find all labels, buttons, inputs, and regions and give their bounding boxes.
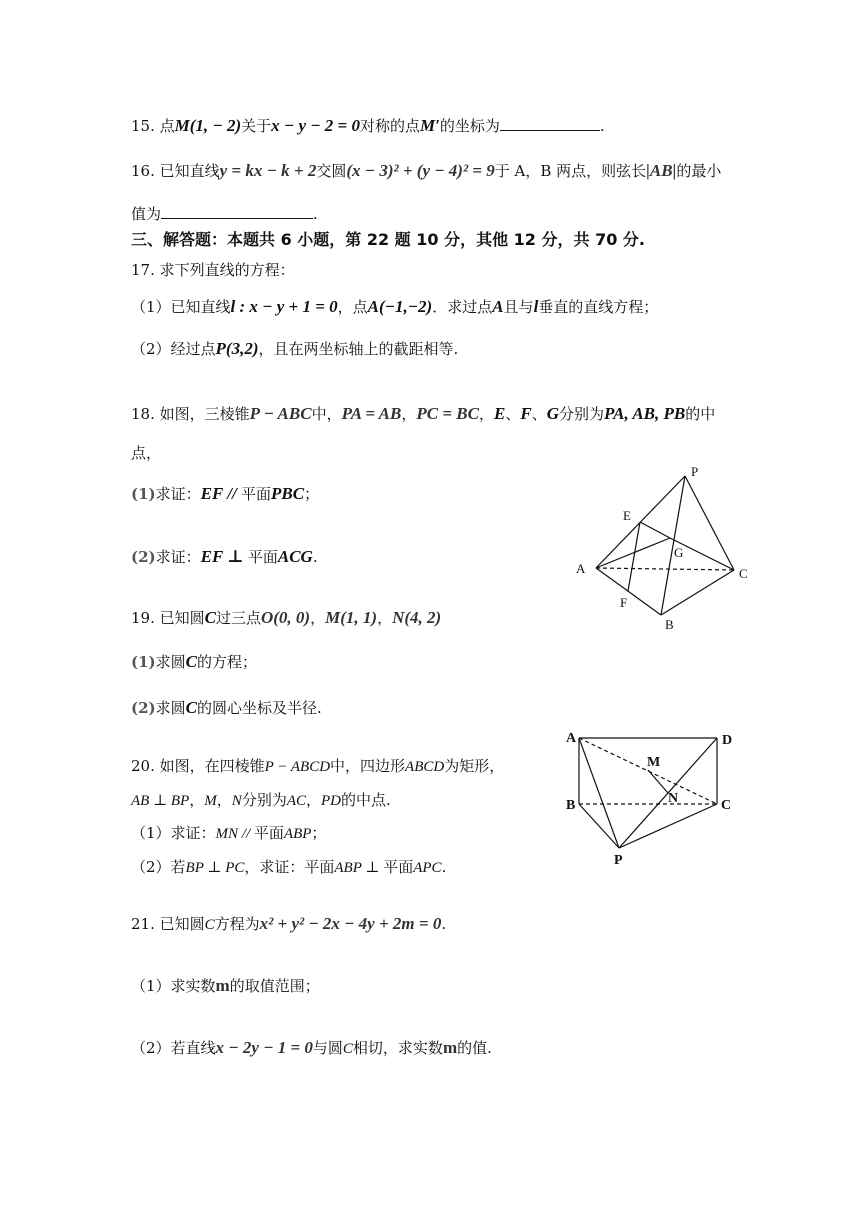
q20-fig-label-m: M bbox=[647, 755, 661, 770]
q21-text: 的值. bbox=[457, 1039, 492, 1057]
q17-text: 且与 bbox=[503, 298, 534, 316]
q17-part2 bbox=[131, 338, 458, 360]
q18-text: ， bbox=[478, 405, 494, 423]
q20-text: ， bbox=[216, 791, 232, 809]
q17-var: l bbox=[533, 297, 539, 316]
q20-math: BP ⊥ PC bbox=[185, 860, 245, 876]
q17-var: A bbox=[492, 297, 504, 316]
q18-text: 的中 bbox=[685, 405, 716, 423]
q20-math: AB ⊥ BP bbox=[131, 793, 190, 809]
q18-text: 平面 bbox=[240, 485, 271, 503]
q21-line-eq: x − 2y − 1 = 0 bbox=[215, 1038, 313, 1057]
q21-text: （2）若直线 bbox=[131, 1039, 216, 1057]
q19-text: 过三点 bbox=[215, 609, 261, 627]
q21-text: （1）求实数 bbox=[131, 977, 216, 995]
q18-plane: ACG bbox=[277, 547, 313, 566]
q19-text: 19. 已知圆 bbox=[131, 609, 205, 627]
q21-text: 与圆 bbox=[312, 1039, 343, 1057]
q18-part1 bbox=[131, 483, 319, 505]
q19-stem bbox=[131, 607, 441, 629]
q20-pyramid: P − ABCD bbox=[264, 759, 331, 775]
q20-part2 bbox=[131, 856, 446, 879]
q15-point: M(1, − 2) bbox=[174, 116, 242, 135]
q17-part1 bbox=[131, 296, 658, 318]
q20-fig-label-b: B bbox=[566, 798, 576, 813]
q20-text: . bbox=[441, 858, 447, 876]
q21-stem bbox=[131, 913, 446, 936]
q18-var: G bbox=[546, 404, 559, 423]
section-title: 三、解答题：本题共 6 小题，第 22 题 10 分，其他 12 分，共 70 分. bbox=[131, 230, 645, 249]
q19-var: C bbox=[185, 652, 197, 671]
q21-text: 21. 已知圆 bbox=[131, 915, 205, 933]
q20-text: ， bbox=[189, 791, 205, 809]
q20-text: 的中点. bbox=[341, 791, 391, 809]
q18-var: E bbox=[493, 404, 506, 423]
q18-pyramid: P − ABC bbox=[249, 404, 312, 423]
q18-text: 求证： bbox=[155, 548, 201, 566]
q18-pyramid-figure bbox=[560, 458, 760, 638]
q20-text: 20. 如图，在四棱锥 bbox=[131, 757, 265, 775]
q16-line bbox=[131, 160, 721, 182]
q20-fig-label-a: A bbox=[566, 731, 577, 746]
q19-part2 bbox=[131, 697, 322, 719]
q18-eq: PC = BC bbox=[416, 404, 479, 423]
q16-text: 于 A，B 两点，则弦长 bbox=[494, 162, 647, 180]
q20-rect: ABCD bbox=[405, 759, 445, 775]
q16-text: 值为 bbox=[131, 205, 162, 223]
q20-var: N bbox=[231, 793, 242, 809]
q21-var: C bbox=[342, 1041, 353, 1057]
q18-text: 平面 bbox=[247, 548, 278, 566]
q20-part1 bbox=[131, 822, 326, 845]
q15-text: 对称的点 bbox=[359, 117, 420, 135]
q15-text: 的坐标为 bbox=[439, 117, 500, 135]
q19-text: 求圆 bbox=[155, 653, 186, 671]
q20-plane: ABP bbox=[334, 860, 362, 876]
q20-math: MN // bbox=[215, 826, 254, 842]
q17-text: ．求过点 bbox=[432, 298, 493, 316]
q18-text: . bbox=[312, 548, 318, 566]
q21-text: 的取值范围； bbox=[229, 977, 320, 995]
q19-text: ， bbox=[377, 609, 393, 627]
q19-var: C bbox=[204, 608, 216, 627]
q18-text: 18. 如图，三棱锥 bbox=[131, 405, 250, 423]
q18-fig-label-g: G bbox=[674, 545, 684, 560]
q20-line2 bbox=[131, 789, 391, 812]
q20-text: ， bbox=[306, 791, 322, 809]
q21-part2 bbox=[131, 1037, 492, 1060]
q15-point-prime: M′ bbox=[420, 116, 440, 135]
q20-stem bbox=[131, 755, 504, 778]
q17-text: ，点 bbox=[337, 298, 368, 316]
q20-var: M bbox=[204, 793, 217, 809]
q18-fig-label-p: P bbox=[691, 464, 699, 479]
q18-fig-label-f: F bbox=[620, 595, 628, 610]
q16-period: . bbox=[313, 205, 318, 223]
q20-text: ，求证：平面 bbox=[244, 858, 335, 876]
q20-pyramid-figure bbox=[562, 726, 742, 868]
q21-text: . bbox=[441, 915, 447, 933]
q19-text: 的圆心坐标及半径. bbox=[197, 699, 322, 717]
q17-point-a: A(−1,−2) bbox=[367, 297, 433, 316]
q18-text: 求证： bbox=[155, 485, 201, 503]
q20-plane: APC bbox=[413, 860, 442, 876]
q18-fig-label-e: E bbox=[623, 508, 631, 523]
q20-math: ⊥ bbox=[361, 860, 384, 876]
q16-circle-eq: (x − 3)² + (y − 4)² = 9 bbox=[346, 161, 495, 180]
q20-fig-label-d: D bbox=[722, 733, 733, 748]
q18-fig-label-b: B bbox=[665, 617, 674, 632]
q19-text: 的方程； bbox=[197, 653, 258, 671]
q17-text: （1）已知直线 bbox=[131, 298, 231, 316]
q15-answer-blank[interactable] bbox=[500, 114, 600, 131]
q19-part-num: (2) bbox=[131, 699, 156, 717]
q20-fig-label-c: C bbox=[721, 798, 732, 813]
q15-text: 关于 bbox=[241, 117, 272, 135]
q21-var: m bbox=[215, 976, 230, 995]
q18-var: F bbox=[520, 404, 532, 423]
q16-answer-blank[interactable] bbox=[161, 202, 313, 219]
q20-text: 为矩形， bbox=[444, 757, 505, 775]
q17-text: （2）经过点 bbox=[131, 340, 216, 358]
q18-eq: PA = AB bbox=[341, 404, 402, 423]
q17-text: ，且在两坐标轴上的截距相等. bbox=[258, 340, 459, 358]
q21-part1 bbox=[131, 975, 320, 997]
q18-plane: PBC bbox=[271, 484, 305, 503]
q18-math: EF ⊥ bbox=[200, 547, 248, 566]
q19-point-m: M(1, 1) bbox=[325, 608, 378, 627]
q20-text: ； bbox=[311, 824, 327, 842]
q18-math: EF // bbox=[200, 484, 241, 503]
q16-chord: |AB| bbox=[646, 161, 677, 180]
q21-circle-eq: x² + y² − 2x − 4y + 2m = 0 bbox=[259, 914, 442, 933]
q18-part-num: (1) bbox=[131, 485, 156, 503]
q20-var: PD bbox=[321, 793, 342, 809]
q18-part2 bbox=[131, 546, 318, 568]
q15-line bbox=[131, 114, 605, 137]
q16-text: 交圆 bbox=[316, 162, 347, 180]
q20-var: AC bbox=[286, 793, 306, 809]
q20-text: 平面 bbox=[253, 824, 284, 842]
q20-fig-label-p: P bbox=[614, 853, 623, 868]
q17-point-p: P(3,2) bbox=[215, 339, 259, 358]
q18-text: ， bbox=[401, 405, 417, 423]
q19-part-num: (1) bbox=[131, 653, 156, 671]
q16-text: 的最小 bbox=[676, 162, 722, 180]
q16-number: 16. 已知直线 bbox=[131, 162, 220, 180]
q18-line2: 点， bbox=[131, 444, 162, 462]
q15-number: 15. 点 bbox=[131, 117, 175, 135]
q20-text: （1）求证： bbox=[131, 824, 216, 842]
q16-line-eq: y = kx − k + 2 bbox=[219, 161, 317, 180]
q17-line-eq: l : x − y + 1 = 0 bbox=[230, 297, 338, 316]
q20-text: 平面 bbox=[383, 858, 414, 876]
q17-text: 垂直的直线方程； bbox=[538, 298, 659, 316]
q18-fig-label-c: C bbox=[739, 566, 748, 581]
q21-text: 方程为 bbox=[214, 915, 260, 933]
q19-point-n: N(4, 2) bbox=[392, 608, 442, 627]
q19-part1 bbox=[131, 651, 257, 673]
q15-period: . bbox=[599, 117, 605, 135]
q19-text: ， bbox=[310, 609, 326, 627]
q15-line-eq: x − y − 2 = 0 bbox=[271, 116, 360, 135]
q18-text: 分别为 bbox=[558, 405, 604, 423]
q20-text: 分别为 bbox=[241, 791, 287, 809]
q20-text: （2）若 bbox=[131, 858, 186, 876]
q19-text: 求圆 bbox=[155, 699, 186, 717]
q21-var: m bbox=[442, 1038, 458, 1057]
q18-text: ； bbox=[304, 485, 320, 503]
q20-text: 中，四边形 bbox=[330, 757, 406, 775]
q18-text: 、 bbox=[531, 405, 547, 423]
q18-text: 、 bbox=[505, 405, 521, 423]
q19-point-o: O(0, 0) bbox=[260, 608, 311, 627]
q18-midpoints: PA, AB, PB bbox=[604, 404, 686, 423]
q21-text: 相切，求实数 bbox=[352, 1039, 443, 1057]
q18-text: 中， bbox=[311, 405, 342, 423]
q18-stem bbox=[131, 403, 715, 425]
q20-fig-label-n: N bbox=[668, 791, 679, 806]
q19-var: C bbox=[185, 698, 197, 717]
q17-stem: 17. 求下列直线的方程： bbox=[131, 261, 295, 279]
q18-fig-label-a: A bbox=[576, 561, 586, 576]
q21-var: C bbox=[204, 917, 215, 933]
q16-line2 bbox=[131, 202, 318, 225]
q18-part-num: (2) bbox=[131, 548, 156, 566]
q20-plane: ABP bbox=[283, 826, 312, 842]
